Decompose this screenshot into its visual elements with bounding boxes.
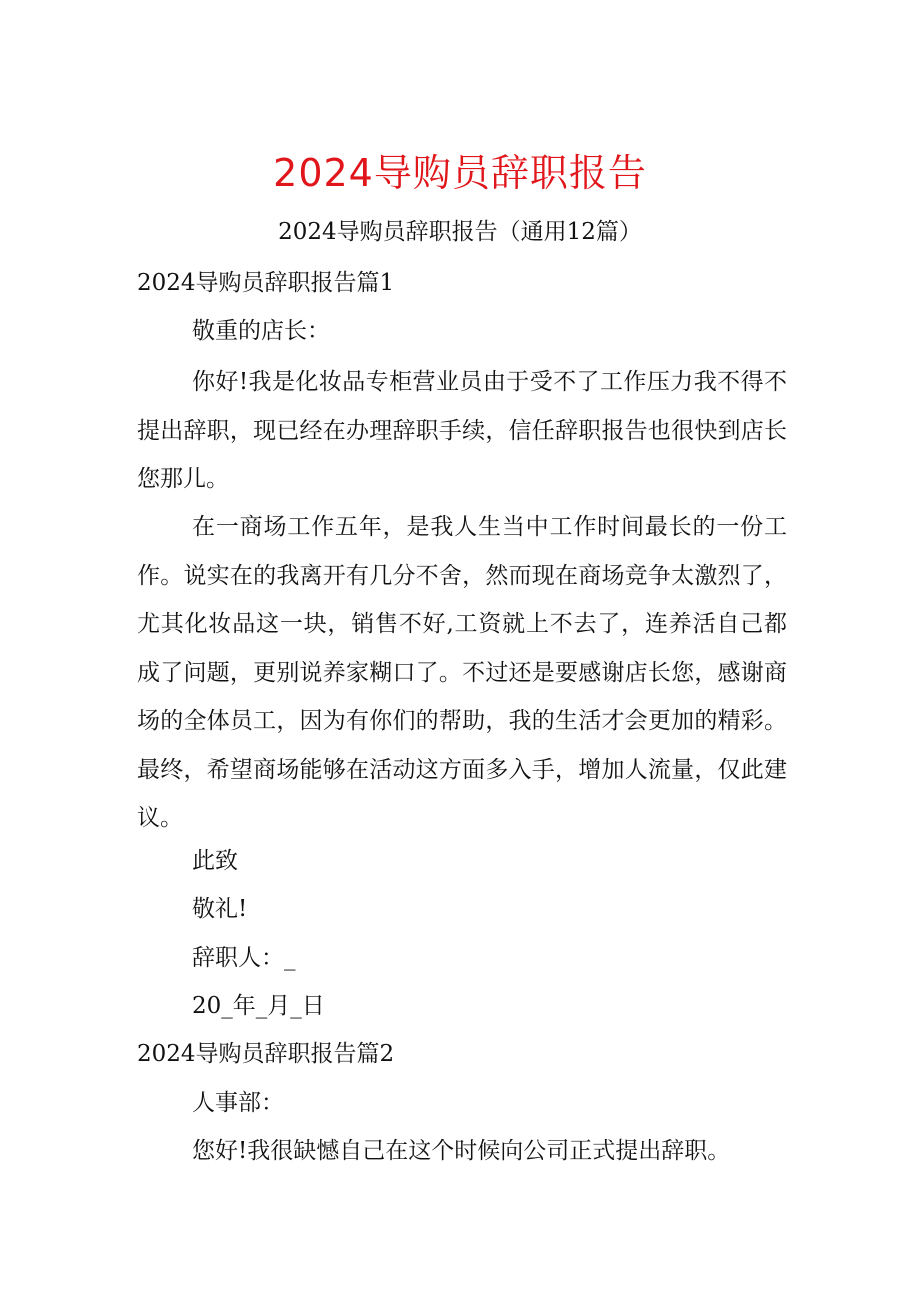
date-line: 20_年_月_日 (192, 993, 325, 1019)
closing-line-1: 此致 (192, 848, 238, 874)
document-subtitle: 2024导购员辞职报告（通用12篇） (278, 219, 642, 245)
section-heading-1: 2024导购员辞职报告篇1 (137, 270, 395, 296)
document-title: 2024导购员辞职报告 (273, 151, 647, 195)
section-heading-2: 2024导购员辞职报告篇2 (137, 1041, 395, 1067)
salutation-1: 敬重的店长： (192, 318, 330, 344)
paragraph-1-1: 你好!我是化妆品专柜营业员由于受不了工作压力我不得不提出辞职，现已经在办理辞职手续，信任辞职报告也很快到店长您那儿。 (137, 369, 787, 492)
paragraph-1-2: 在一商场工作五年，是我人生当中工作时间最长的一份工作。说实在的我离开有几分不舍，然而现在商场竞争太激烈了，尤其化妆品这一块，销售不好,工资就上不去了，连养活自己都成了问题，更别说养家糊口了。不过还是要感谢店长您，感谢商场的全体员工，因为有你们的帮助，我的生活才会更加的精彩。最终，希望商场能够在活动这方面多入手，增加人流量，仅此建议。 (137, 514, 787, 831)
salutation-2: 人事部： (192, 1090, 284, 1116)
closing-line-2: 敬礼! (192, 896, 248, 922)
paragraph-2-1: 您好!我很缺憾自己在这个时候向公司正式提出辞职。 (192, 1138, 731, 1164)
signer-line: 辞职人：_ (192, 945, 296, 971)
